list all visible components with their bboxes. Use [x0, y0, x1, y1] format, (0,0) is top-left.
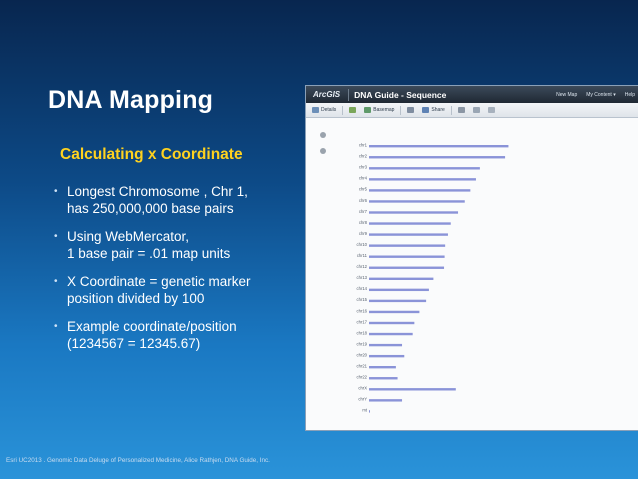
chromosome-bar-chr12[interactable] [369, 267, 444, 269]
chromosome-label-chr7: chr7 [358, 208, 367, 214]
add-button[interactable] [349, 107, 358, 113]
chromosome-label-chr22: chr22 [356, 374, 367, 380]
chromosome-label-chr1: chr1 [358, 142, 367, 148]
chromosome-label-chr9: chr9 [358, 230, 367, 236]
toolbar-divider [400, 106, 401, 115]
chromosome-label-chr2: chr2 [358, 153, 367, 159]
chromosome-bar-chr1[interactable] [369, 145, 508, 147]
chromosome-bar-chr10[interactable] [369, 244, 445, 246]
chromosome-label-chr8: chr8 [358, 219, 367, 225]
details-label: Details [321, 107, 337, 113]
map-title: DNA Guide - Sequence [354, 89, 447, 100]
chromosome-label-chr3: chr3 [358, 164, 367, 170]
chromosome-bar-chr21[interactable] [369, 366, 396, 368]
chromosome-label-chrX: chrX [358, 385, 367, 391]
bullet-line: X Coordinate = genetic marker [67, 274, 251, 289]
share-label: Share [431, 107, 445, 113]
print-button[interactable] [458, 107, 467, 113]
basemap-icon [364, 107, 371, 113]
chromosome-label-chr5: chr5 [358, 186, 367, 192]
bullet-line: has 250,000,000 base pairs [67, 201, 234, 216]
chromosome-bar-chart [306, 118, 638, 430]
toolbar-divider [451, 106, 452, 115]
chromosome-bar-chr8[interactable] [369, 222, 451, 224]
chromosome-bar-chr7[interactable] [369, 211, 458, 213]
slide-title: DNA Mapping [48, 86, 214, 114]
chromosome-label-chr13: chr13 [356, 275, 367, 281]
bullet-icon: • [54, 231, 58, 242]
chromosome-label-chr20: chr20 [356, 352, 367, 358]
titlebar-divider [348, 89, 349, 101]
measure-icon [473, 107, 480, 113]
bookmark-icon [488, 107, 495, 113]
chromosome-bar-chr14[interactable] [369, 289, 429, 291]
nav-help[interactable]: Help [624, 91, 635, 98]
chromosome-bar-chr2[interactable] [369, 156, 505, 158]
chromosome-label-chr10: chr10 [356, 241, 367, 247]
chromosome-bar-chr3[interactable] [369, 167, 480, 169]
bullet-line: position divided by 100 [67, 291, 205, 306]
arcgis-logo[interactable]: ArcGIS [313, 90, 341, 99]
chromosome-bar-mt[interactable] [369, 410, 370, 412]
details-button[interactable] [312, 107, 336, 113]
toolbar-divider [342, 106, 343, 115]
measure-button[interactable] [473, 107, 482, 113]
chromosome-label-chr6: chr6 [358, 197, 367, 203]
app-titlebar [306, 86, 638, 103]
chromosome-label-chr19: chr19 [356, 341, 367, 347]
chromosome-label-chr14: chr14 [356, 286, 367, 292]
chromosome-bar-chr19[interactable] [369, 344, 402, 346]
basemap-label: Basemap [373, 107, 395, 113]
bullet-line: Using WebMercator, [67, 229, 190, 244]
bullet-icon: • [54, 276, 58, 287]
map-toolbar [306, 103, 638, 118]
map-canvas[interactable] [306, 118, 638, 430]
chromosome-bar-chr5[interactable] [369, 189, 470, 191]
chromosome-label-chr11: chr11 [356, 253, 367, 258]
save-button[interactable] [407, 107, 416, 113]
bullet-line: (1234567 = 12345.67) [67, 336, 201, 351]
slide-subtitle: Calculating x Coordinate [60, 146, 243, 163]
chromosome-bar-chr17[interactable] [369, 322, 414, 324]
chromosome-bar-chr9[interactable] [369, 233, 448, 235]
share-icon [422, 107, 429, 113]
chromosome-label-chr18: chr18 [356, 330, 367, 336]
chromosome-bar-chr4[interactable] [369, 178, 476, 180]
bullet-item [54, 318, 294, 352]
chromosome-bar-chr6[interactable] [369, 200, 465, 202]
chromosome-bar-chr13[interactable] [369, 278, 433, 280]
chromosome-label-chr4: chr4 [358, 175, 367, 181]
bookmarks-button[interactable] [488, 107, 497, 113]
bullet-item [54, 228, 294, 262]
slide-footer: Esri UC2013 . Genomic Data Deluge of Personalized Medicine, Alice Rathjen, DNA Guide, Inc. [6, 457, 270, 464]
save-icon [407, 107, 414, 113]
bullet-item [54, 183, 294, 217]
chromosome-bar-chr20[interactable] [369, 355, 404, 357]
chromosome-label-chr21: chr21 [356, 363, 367, 369]
chromosome-bar-chr16[interactable] [369, 311, 419, 313]
nav-new-map[interactable]: New Map [556, 91, 578, 98]
chromosome-bar-chr11[interactable] [369, 256, 445, 258]
arcgis-window [305, 85, 638, 431]
chromosome-bar-chrX[interactable] [369, 388, 456, 390]
bullet-line: Longest Chromosome , Chr 1, [67, 184, 248, 199]
nav-my-content[interactable]: My Content ▾ [586, 91, 616, 98]
chromosome-label-chr17: chr17 [356, 319, 367, 325]
bullet-line: 1 base pair = .01 map units [67, 246, 231, 261]
share-button[interactable] [422, 107, 444, 113]
chromosome-bar-chr18[interactable] [369, 333, 413, 335]
chromosome-label-chrY: chrY [358, 396, 367, 402]
chromosome-bar-chr15[interactable] [369, 300, 426, 302]
chromosome-label-chr15: chr15 [356, 297, 367, 303]
chromosome-bar-chr22[interactable] [369, 377, 398, 379]
chromosome-label-chr16: chr16 [356, 308, 367, 314]
chromosome-label-chr12: chr12 [356, 264, 367, 270]
bullet-list [54, 183, 294, 363]
bullet-line: Example coordinate/position [67, 319, 237, 334]
details-icon [312, 107, 319, 113]
chromosome-label-mt: mt [362, 407, 367, 413]
bullet-icon: • [54, 186, 58, 197]
print-icon [458, 107, 465, 113]
add-layer-icon [349, 107, 356, 113]
chromosome-bar-chrY[interactable] [369, 399, 402, 401]
basemap-button[interactable] [364, 107, 394, 113]
bullet-icon: • [54, 321, 58, 332]
top-nav [556, 92, 635, 98]
bullet-item [54, 273, 294, 307]
